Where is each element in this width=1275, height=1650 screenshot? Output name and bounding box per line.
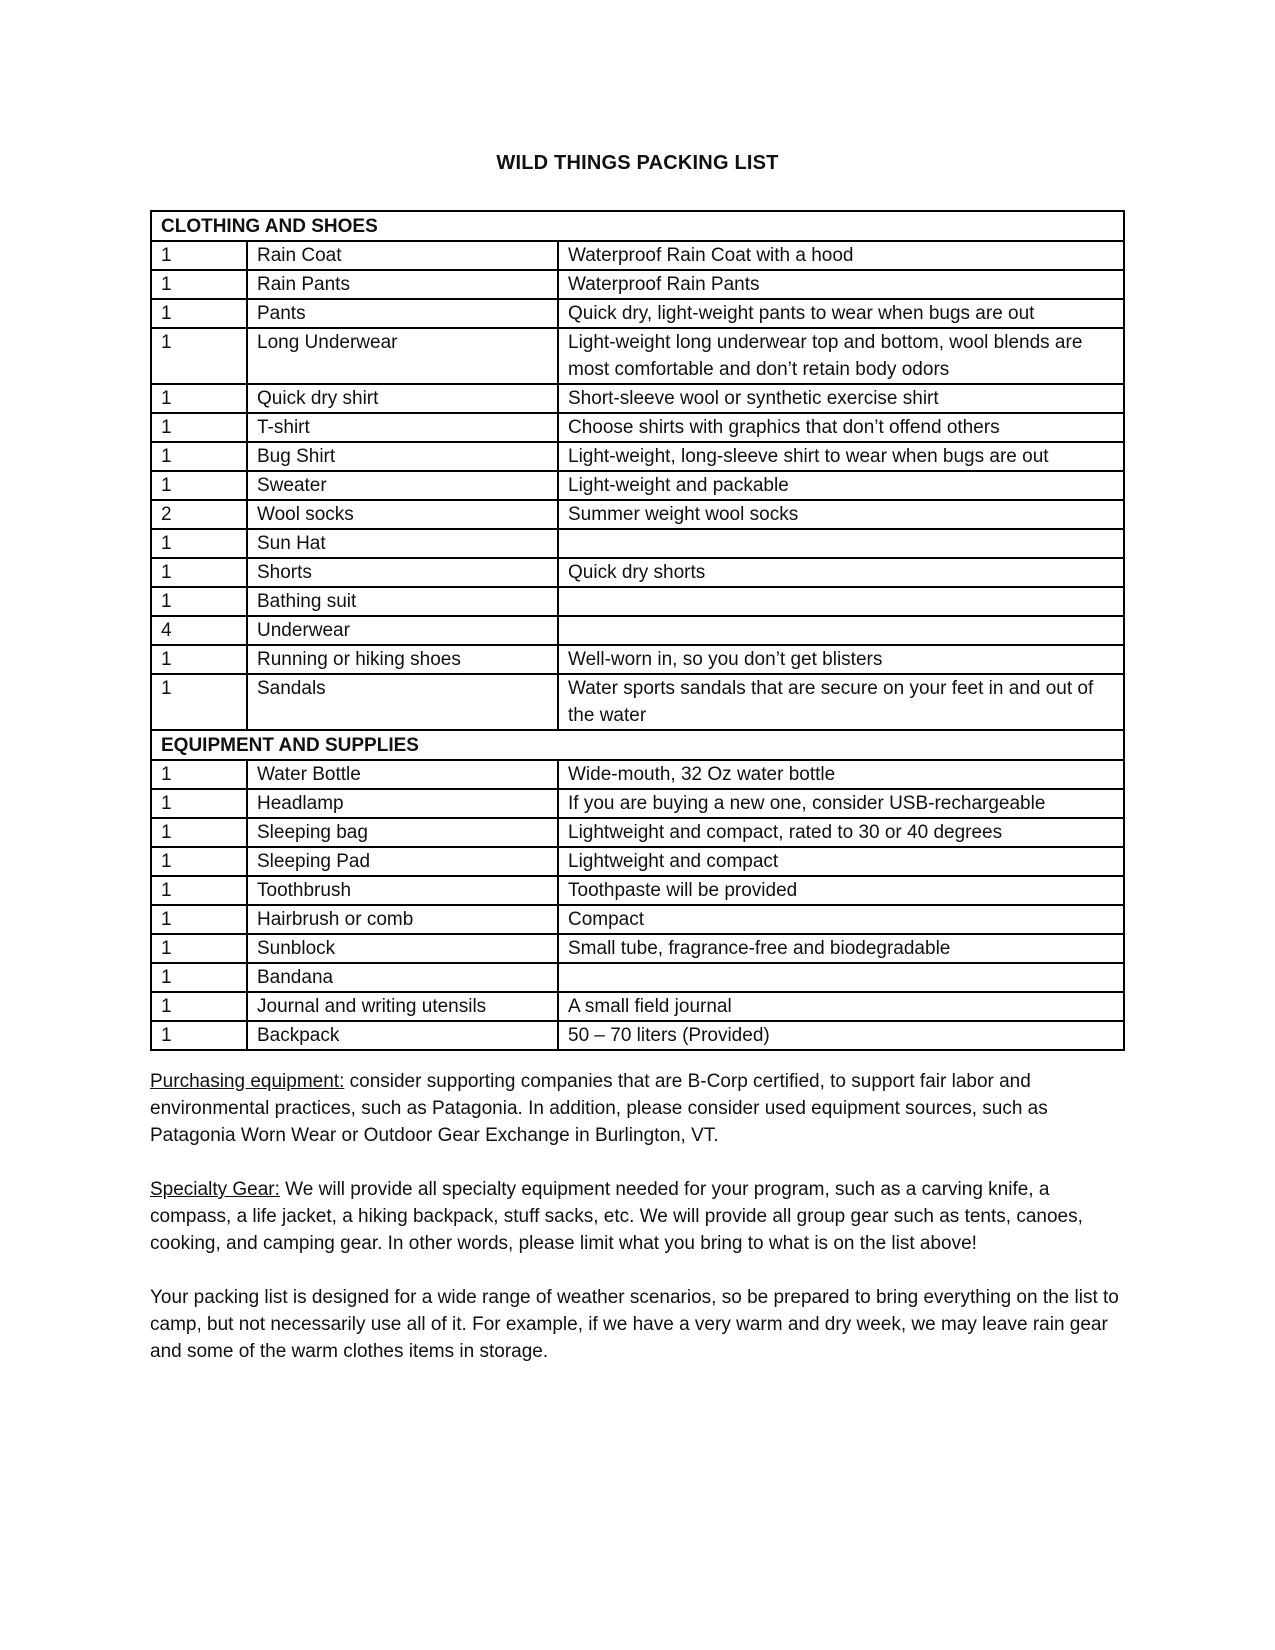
purchasing-text: consider supporting companies that are B-Corp certified, to support fair labor and environmental practices, such as Patagonia. In addition, please consider used equipment sources, such as Patagonia Worn Wear or Outdoor Gear Exchange in Burlington, VT. <box>150 1071 1048 1146</box>
item-quantity: 1 <box>151 674 247 730</box>
table-row <box>151 818 1124 847</box>
item-quantity: 1 <box>151 328 247 384</box>
item-description <box>558 529 1124 558</box>
item-quantity: 1 <box>151 963 247 992</box>
item-description: Lightweight and compact <box>558 847 1124 876</box>
table-row <box>151 963 1124 992</box>
table-row <box>151 992 1124 1021</box>
item-name: Wool socks <box>247 500 558 529</box>
item-description <box>558 963 1124 992</box>
item-quantity: 1 <box>151 558 247 587</box>
item-quantity: 1 <box>151 876 247 905</box>
table-row <box>151 1021 1124 1050</box>
item-description: 50 – 70 liters (Provided) <box>558 1021 1124 1050</box>
item-name: Journal and writing utensils <box>247 992 558 1021</box>
item-quantity: 1 <box>151 413 247 442</box>
item-quantity: 1 <box>151 818 247 847</box>
item-description <box>558 587 1124 616</box>
table-row <box>151 934 1124 963</box>
item-name: Sunblock <box>247 934 558 963</box>
table-row <box>151 500 1124 529</box>
item-description: A small field journal <box>558 992 1124 1021</box>
purchasing-lead: Purchasing equipment: <box>150 1071 345 1092</box>
item-name: Rain Pants <box>247 270 558 299</box>
table-row <box>151 558 1124 587</box>
item-name: Sun Hat <box>247 529 558 558</box>
weather-note: Your packing list is designed for a wide range of weather scenarios, so be prepared to bring everything on the list to camp, but not necessarily use all of it. For example, if we have a very warm and dry week, we may leave rain gear and some of the warm clothes items in storage. <box>150 1287 1119 1362</box>
item-quantity: 1 <box>151 905 247 934</box>
specialty-gear-note <box>150 1176 1125 1257</box>
item-name: Sweater <box>247 471 558 500</box>
item-name: Bandana <box>247 963 558 992</box>
table-row <box>151 876 1124 905</box>
page-title: WILD THINGS PACKING LIST <box>496 152 779 174</box>
item-quantity: 1 <box>151 992 247 1021</box>
item-name: Bug Shirt <box>247 442 558 471</box>
section-header-row <box>151 730 1124 760</box>
item-description: If you are buying a new one, consider USB-rechargeable <box>558 789 1124 818</box>
notes-section <box>150 1068 1125 1392</box>
item-quantity: 1 <box>151 471 247 500</box>
item-description: Well-worn in, so you don’t get blisters <box>558 645 1124 674</box>
section-header-row <box>151 211 1124 241</box>
table-row <box>151 616 1124 645</box>
table-row <box>151 587 1124 616</box>
item-name: Shorts <box>247 558 558 587</box>
item-description: Choose shirts with graphics that don’t offend others <box>558 413 1124 442</box>
item-name: Sleeping bag <box>247 818 558 847</box>
item-quantity: 1 <box>151 529 247 558</box>
item-name: Water Bottle <box>247 760 558 789</box>
item-description: Small tube, fragrance-free and biodegradable <box>558 934 1124 963</box>
table-row <box>151 384 1124 413</box>
item-description: Wide-mouth, 32 Oz water bottle <box>558 760 1124 789</box>
item-description <box>558 616 1124 645</box>
table-row <box>151 299 1124 328</box>
item-quantity: 1 <box>151 587 247 616</box>
item-quantity: 4 <box>151 616 247 645</box>
specialty-gear-text: We will provide all specialty equipment needed for your program, such as a carving knife, a compass, a life jacket, a hiking backpack, stuff sacks, etc. We will provide all group gear such as tents, canoes, cooking, and camping gear. In other words, please limit what you bring to what is on the list above! <box>150 1179 1083 1254</box>
item-name: Headlamp <box>247 789 558 818</box>
item-name: Quick dry shirt <box>247 384 558 413</box>
item-name: Backpack <box>247 1021 558 1050</box>
item-name: T-shirt <box>247 413 558 442</box>
item-description: Light-weight long underwear top and bottom, wool blends are most comfortable and don’t retain body odors <box>558 328 1124 384</box>
item-quantity: 1 <box>151 760 247 789</box>
table-row <box>151 760 1124 789</box>
table-row <box>151 645 1124 674</box>
table-row <box>151 471 1124 500</box>
item-description: Quick dry, light-weight pants to wear when bugs are out <box>558 299 1124 328</box>
item-description: Short-sleeve wool or synthetic exercise shirt <box>558 384 1124 413</box>
item-quantity: 2 <box>151 500 247 529</box>
table-row <box>151 674 1124 730</box>
purchasing-note <box>150 1068 1125 1149</box>
item-description: Compact <box>558 905 1124 934</box>
item-name: Sandals <box>247 674 558 730</box>
specialty-gear-lead: Specialty Gear: <box>150 1179 280 1200</box>
section-heading: CLOTHING AND SHOES <box>151 211 1124 241</box>
table-row <box>151 328 1124 384</box>
table-row <box>151 905 1124 934</box>
table-row <box>151 241 1124 270</box>
item-name: Long Underwear <box>247 328 558 384</box>
table-row <box>151 847 1124 876</box>
table-row <box>151 413 1124 442</box>
item-name: Sleeping Pad <box>247 847 558 876</box>
item-quantity: 1 <box>151 847 247 876</box>
item-description: Waterproof Rain Pants <box>558 270 1124 299</box>
item-name: Running or hiking shoes <box>247 645 558 674</box>
table-row <box>151 442 1124 471</box>
item-quantity: 1 <box>151 934 247 963</box>
table-row <box>151 270 1124 299</box>
item-quantity: 1 <box>151 1021 247 1050</box>
item-description: Summer weight wool socks <box>558 500 1124 529</box>
item-quantity: 1 <box>151 442 247 471</box>
item-quantity: 1 <box>151 299 247 328</box>
item-quantity: 1 <box>151 645 247 674</box>
item-description: Light-weight, long-sleeve shirt to wear when bugs are out <box>558 442 1124 471</box>
item-description: Water sports sandals that are secure on your feet in and out of the water <box>558 674 1124 730</box>
packing-list-table <box>150 210 1125 1051</box>
item-description: Lightweight and compact, rated to 30 or 40 degrees <box>558 818 1124 847</box>
item-quantity: 1 <box>151 789 247 818</box>
item-description: Toothpaste will be provided <box>558 876 1124 905</box>
item-name: Underwear <box>247 616 558 645</box>
item-description: Light-weight and packable <box>558 471 1124 500</box>
item-name: Pants <box>247 299 558 328</box>
item-description: Waterproof Rain Coat with a hood <box>558 241 1124 270</box>
item-quantity: 1 <box>151 241 247 270</box>
item-name: Toothbrush <box>247 876 558 905</box>
item-quantity: 1 <box>151 384 247 413</box>
item-name: Rain Coat <box>247 241 558 270</box>
item-quantity: 1 <box>151 270 247 299</box>
section-heading: EQUIPMENT AND SUPPLIES <box>151 730 1124 760</box>
item-name: Hairbrush or comb <box>247 905 558 934</box>
item-name: Bathing suit <box>247 587 558 616</box>
table-row <box>151 789 1124 818</box>
table-row <box>151 529 1124 558</box>
item-description: Quick dry shorts <box>558 558 1124 587</box>
